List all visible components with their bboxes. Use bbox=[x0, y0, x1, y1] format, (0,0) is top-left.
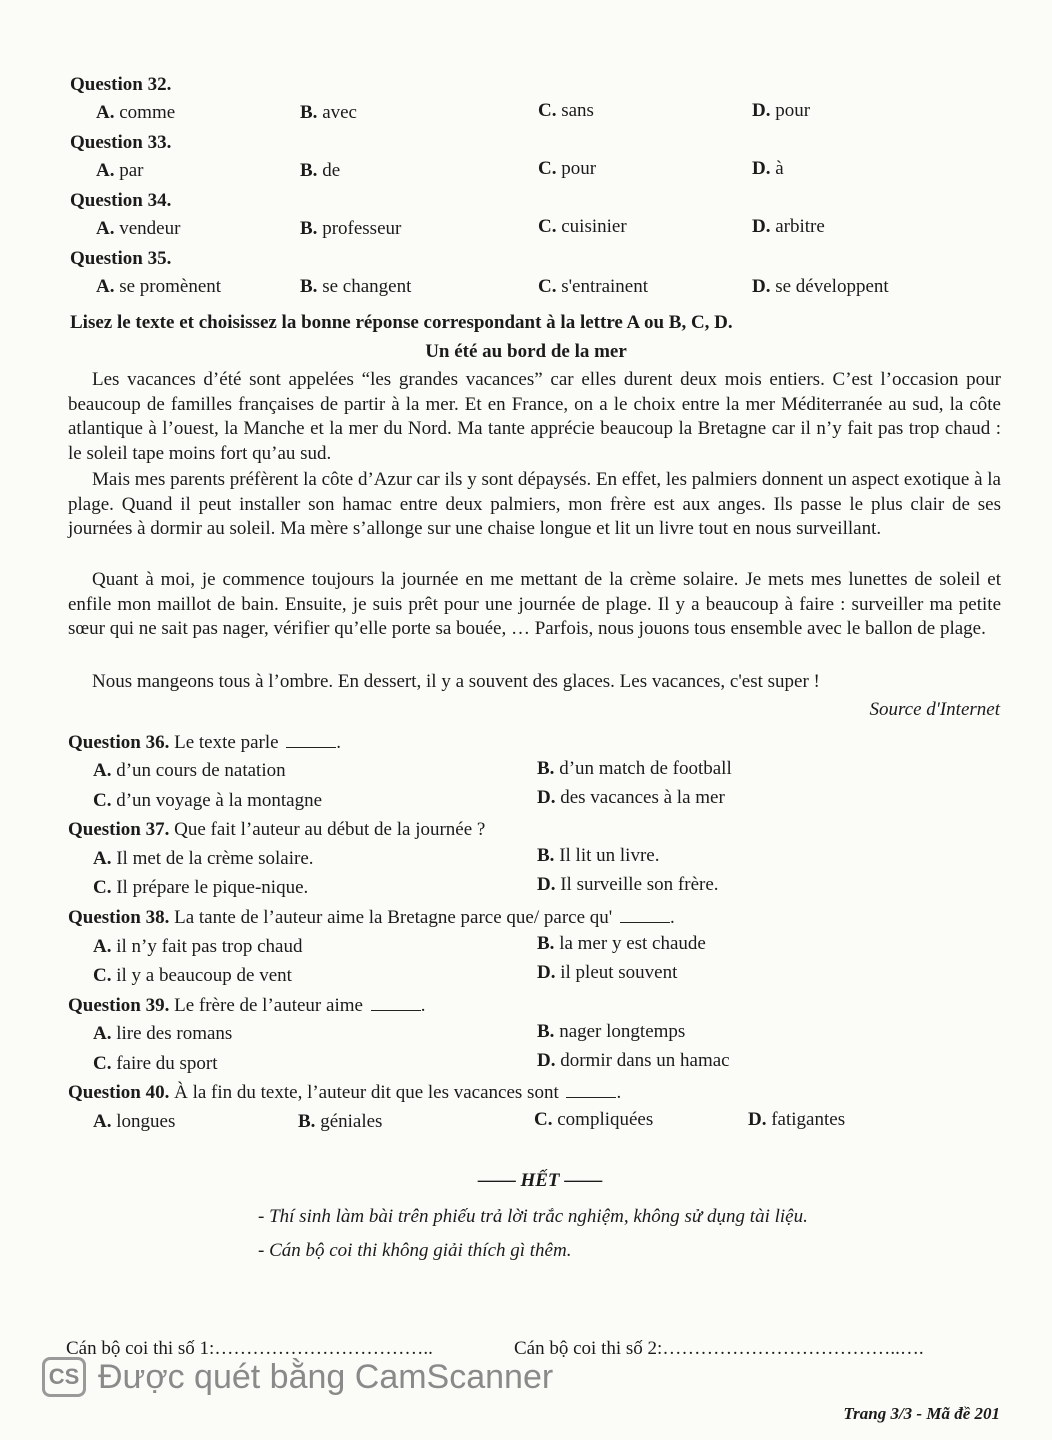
option: B. Il lit un livre. bbox=[537, 845, 660, 866]
option: D. se développent bbox=[752, 276, 889, 297]
option: A. se promènent bbox=[96, 276, 222, 297]
option: C. pour bbox=[538, 158, 597, 179]
invigilator-1-signature: Cán bộ coi thi số 1:…………………………….. bbox=[66, 1338, 433, 1359]
option: D. fatigantes bbox=[748, 1109, 846, 1130]
option: D. arbitre bbox=[752, 216, 825, 237]
option: A. il n’y fait pas trop chaud bbox=[93, 936, 303, 957]
option: A. d’un cours de natation bbox=[93, 760, 286, 781]
option: B. de bbox=[300, 160, 341, 181]
option: B. se changent bbox=[300, 276, 412, 297]
option: C. s'entrainent bbox=[538, 276, 649, 297]
camscanner-watermark bbox=[42, 1354, 553, 1400]
reading-title: Un été au bord de la mer bbox=[425, 341, 627, 362]
option: C. il y a beaucoup de vent bbox=[93, 965, 292, 986]
option: C. compliquées bbox=[534, 1109, 654, 1130]
page-footer: Trang 3/3 - Mã đề 201 bbox=[843, 1404, 1000, 1423]
source-note: Source d'Internet bbox=[869, 699, 1000, 720]
camscanner-logo-icon: CS bbox=[42, 1357, 86, 1397]
option: D. dormir dans un hamac bbox=[537, 1050, 730, 1071]
instruction: Lisez le texte et choisissez la bonne réponse correspondant à la lettre A ou B, C, D. bbox=[70, 312, 733, 333]
question-label: Question 35. bbox=[70, 248, 172, 269]
question-stem: Question 39. Le frère de l’auteur aime . bbox=[68, 995, 426, 1016]
question-stem: Question 40. À la fin du texte, l’auteur dit que les vacances sont . bbox=[68, 1082, 622, 1103]
option: B. d’un match de football bbox=[537, 758, 732, 779]
question-stem: Question 37. Que fait l’auteur au début de la journée ? bbox=[68, 819, 486, 840]
option: D. des vacances à la mer bbox=[537, 787, 725, 808]
note: - Thí sinh làm bài trên phiếu trả lời trắc nghiệm, không sử dụng tài liệu. bbox=[258, 1206, 808, 1227]
option: A. comme bbox=[96, 102, 176, 123]
option: C. cuisinier bbox=[538, 216, 627, 237]
option: B. la mer y est chaude bbox=[537, 933, 706, 954]
option: B. nager longtemps bbox=[537, 1021, 686, 1042]
option: D. pour bbox=[752, 100, 811, 121]
option: C. d’un voyage à la montagne bbox=[93, 790, 322, 811]
question-stem: Question 36. Le texte parle . bbox=[68, 732, 342, 753]
paragraph: Nous mangeons tous à l’ombre. En dessert, il y a souvent des glaces. Les vacances, c'est super ! bbox=[92, 671, 820, 692]
paragraph: Quant à moi, je commence toujours la journée en me mettant de la crème solaire. Je mets mes lunettes de soleil et enfile mon maillot de bain. Ensuite, je suis prêt pour une journée de plage. Il y a beaucoup à faire : surveiller ma petite sœur qui ne sait pas nager, vérifier qu’elle porte sa bouée, … Parfois, nous jouons tous ensemble avec le ballon de plage. bbox=[68, 569, 1001, 639]
option: A. lire des romans bbox=[93, 1023, 233, 1044]
option: A. longues bbox=[93, 1111, 176, 1132]
option: D. il pleut souvent bbox=[537, 962, 678, 983]
question-label: Question 34. bbox=[70, 190, 172, 211]
option: B. avec bbox=[300, 102, 357, 123]
note: - Cán bộ coi thi không giải thích gì thêm. bbox=[258, 1240, 572, 1261]
question-label: Question 32. bbox=[70, 74, 172, 95]
option: C. Il prépare le pique-nique. bbox=[93, 877, 309, 898]
option: A. vendeur bbox=[96, 218, 181, 239]
option: D. à bbox=[752, 158, 784, 179]
option: D. Il surveille son frère. bbox=[537, 874, 719, 895]
question-stem: Question 38. La tante de l’auteur aime la Bretagne parce que/ parce qu' . bbox=[68, 907, 675, 928]
option: C. faire du sport bbox=[93, 1053, 218, 1074]
paragraph: Mais mes parents préfèrent la côte d’Azur car ils y sont dépaysés. En effet, les palmiers donnent un aspect exotique à la plage. Quand il peut installer son hamac entre deux palmiers, mon frère est aux anges. Ils passe le plus clair de ses journées à dormir au soleil. Ma mère s’allonge sur une chaise longue et lit un livre tout en nous surveillant. bbox=[68, 469, 1001, 539]
option: A. par bbox=[96, 160, 144, 181]
option: B. géniales bbox=[298, 1111, 383, 1132]
option: A. Il met de la crème solaire. bbox=[93, 848, 314, 869]
option: B. professeur bbox=[300, 218, 402, 239]
invigilator-2-signature: Cán bộ coi thi số 2:………………………………..…. bbox=[514, 1338, 924, 1359]
option: C. sans bbox=[538, 100, 594, 121]
watermark-text: Được quét bằng CamScanner bbox=[98, 1357, 554, 1396]
question-label: Question 33. bbox=[70, 132, 172, 153]
end-mark: —— HẾT —— bbox=[477, 1170, 603, 1191]
paragraph: Les vacances d’été sont appelées “les grandes vacances” car elles durent deux mois entiers. C’est l’occasion pour beaucoup de familles françaises de partir à la mer. Et en France, on a le choix entre la mer Méditerranée au sud, la côte atlantique à l’ouest, la Manche et la mer du Nord. Ma tante apprécie beaucoup la Bretagne car il n’y fait pas trop chaud : le soleil tape moins fort qu’au sud. bbox=[68, 369, 1001, 464]
